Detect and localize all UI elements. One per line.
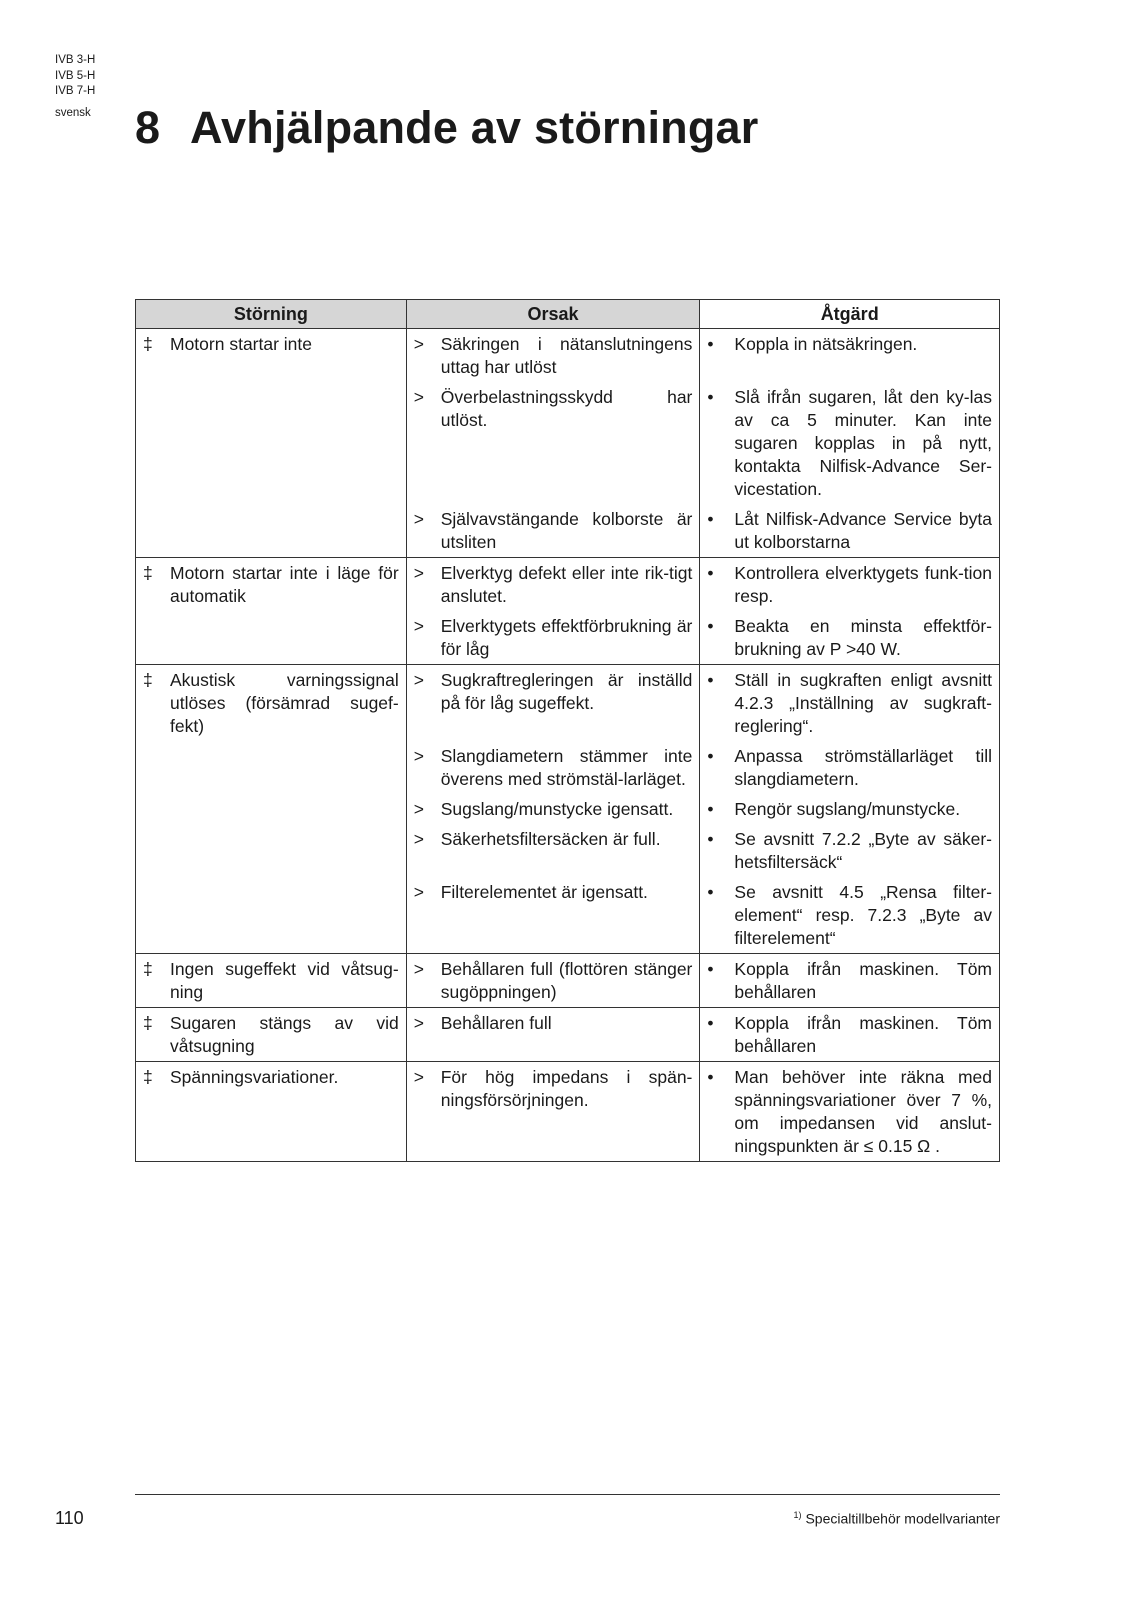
- fault-cell: [136, 558, 407, 665]
- item-marker: •: [707, 829, 714, 849]
- cause-cell: [406, 954, 700, 1008]
- action-cell: [700, 1062, 1000, 1162]
- item-marker: >: [413, 1013, 424, 1033]
- cause-cell: [406, 504, 700, 558]
- footnote-text: Specialtillbehör modellvarianter: [805, 1510, 1000, 1527]
- item-marker: ‡: [143, 334, 153, 354]
- item-marker: >: [413, 387, 424, 407]
- item-text: Slangdiametern stämmer inte överens med strömstäl-larläget.: [440, 746, 693, 789]
- page-number: 110: [55, 1508, 84, 1528]
- item-marker: •: [707, 670, 714, 690]
- item-marker: >: [413, 334, 424, 354]
- model-label: IVB 7-H: [55, 85, 96, 97]
- item-marker: •: [707, 882, 714, 902]
- list-item: [143, 333, 399, 356]
- cause-cell: [406, 1008, 700, 1062]
- list-item: [707, 798, 992, 821]
- item-text: Säkringen i nätanslutningens uttag har utlöst: [440, 334, 693, 377]
- item-marker: ‡: [143, 959, 153, 979]
- footnote: [794, 1510, 1000, 1527]
- item-text: Sugkraftregleringen är inställd på för låg sugeffekt.: [440, 670, 693, 713]
- item-text: Säkerhetsfiltersäcken är full.: [440, 829, 661, 849]
- list-item: [414, 798, 693, 821]
- cause-cell: [406, 741, 700, 794]
- cause-cell: [406, 611, 700, 665]
- item-text: Behållaren full: [440, 1013, 552, 1033]
- item-text: Man behöver inte räkna med spänningsvariationer över 7 %, om impedansen vid anslut-ningspunkten är ≤ 0.15 Ω .: [734, 1067, 992, 1156]
- item-marker: ‡: [143, 1067, 153, 1087]
- list-item: [143, 958, 399, 1004]
- item-text: Motorn startar inte: [170, 334, 312, 354]
- item-marker: >: [413, 799, 424, 819]
- item-text: Låt Nilfisk-Advance Service byta ut kolborstarna: [734, 509, 992, 552]
- fault-cell: [136, 665, 407, 954]
- action-cell: [700, 1008, 1000, 1062]
- item-text: Anpassa strömställarläget till slangdiametern.: [734, 746, 992, 789]
- action-cell: [700, 877, 1000, 954]
- action-cell: [700, 954, 1000, 1008]
- action-cell: [700, 794, 1000, 824]
- item-marker: •: [707, 387, 714, 407]
- list-item: [414, 828, 693, 851]
- item-text: Spänningsvariationer.: [170, 1067, 339, 1087]
- item-text: Sugaren stängs av vid våtsugning: [170, 1013, 399, 1056]
- item-marker: •: [707, 509, 714, 529]
- model-label: IVB 5-H: [55, 69, 96, 82]
- language-label: svensk: [55, 107, 91, 119]
- item-marker: >: [413, 509, 424, 529]
- cause-cell: [406, 824, 700, 877]
- item-text: Beakta en minsta effektför-brukning av P >40 W.: [734, 616, 992, 659]
- cause-cell: [406, 794, 700, 824]
- list-item: [707, 828, 992, 874]
- table-body: [136, 329, 1000, 1162]
- table-header-row: [136, 300, 1000, 329]
- cause-cell: [406, 382, 700, 504]
- list-item: [707, 958, 992, 1004]
- item-text: Motorn startar inte i läge för automatik: [170, 563, 399, 606]
- action-cell: [700, 665, 1000, 742]
- item-text: Överbelastningsskydd har utlöst.: [440, 387, 693, 430]
- list-item: [414, 562, 693, 608]
- item-marker: •: [707, 334, 714, 354]
- footer-divider: [135, 1494, 1000, 1495]
- list-item: [414, 615, 693, 661]
- cause-cell: [406, 877, 700, 954]
- fault-cell: [136, 954, 407, 1008]
- chapter-title: Avhjälpande av störningar: [190, 102, 759, 153]
- item-marker: ‡: [143, 670, 153, 690]
- action-cell: [700, 741, 1000, 794]
- cause-cell: [406, 558, 700, 612]
- list-item: [707, 881, 992, 950]
- item-text: Sugslang/munstycke igensatt.: [440, 799, 674, 819]
- item-text: För hög impedans i spän-ningsförsörjningen.: [440, 1067, 693, 1110]
- item-marker: >: [413, 670, 424, 690]
- cause-cell: [406, 665, 700, 742]
- table-row: [136, 954, 1000, 1008]
- item-text: Elverktygets effektförbrukning är för låg: [440, 616, 693, 659]
- item-marker: •: [707, 616, 714, 636]
- list-item: [707, 1012, 992, 1058]
- item-marker: •: [707, 1013, 714, 1033]
- item-text: Filterelementet är igensatt.: [440, 882, 648, 902]
- list-item: [707, 386, 992, 501]
- table-row: [136, 558, 1000, 612]
- column-header-action: Åtgärd: [700, 300, 1000, 329]
- list-item: [143, 1066, 399, 1089]
- item-text: Självavstängande kolborste är utsliten: [440, 509, 693, 552]
- model-list: [55, 53, 95, 100]
- list-item: [414, 386, 693, 432]
- chapter-number: 8: [135, 102, 161, 153]
- footnote-mark: 1): [793, 1510, 802, 1520]
- action-cell: [700, 504, 1000, 558]
- list-item: [143, 562, 399, 608]
- cause-cell: [406, 1062, 700, 1162]
- item-marker: >: [413, 959, 424, 979]
- table-row: [136, 1062, 1000, 1162]
- list-item: [414, 881, 693, 904]
- table-row: [136, 1008, 1000, 1062]
- column-header-cause: Orsak: [406, 300, 700, 329]
- list-item: [414, 508, 693, 554]
- item-marker: •: [707, 959, 714, 979]
- cause-cell: [406, 329, 700, 383]
- item-marker: •: [707, 799, 714, 819]
- item-text: Se avsnitt 4.5 „Rensa filter-element“ resp. 7.2.3 „Byte av filterelement“: [734, 882, 992, 948]
- item-text: Koppla in nätsäkringen.: [734, 334, 918, 354]
- fault-cell: [136, 1062, 407, 1162]
- list-item: [143, 1012, 399, 1058]
- item-marker: •: [707, 1067, 714, 1087]
- item-marker: >: [413, 616, 424, 636]
- table-row: [136, 329, 1000, 383]
- action-cell: [700, 382, 1000, 504]
- item-text: Koppla ifrån maskinen. Töm behållaren: [734, 1013, 992, 1056]
- list-item: [414, 958, 693, 1004]
- action-cell: [700, 329, 1000, 383]
- item-marker: •: [707, 746, 714, 766]
- item-marker: >: [413, 1067, 424, 1087]
- item-marker: >: [413, 829, 424, 849]
- item-text: Se avsnitt 7.2.2 „Byte av säker-hetsfiltersäck“: [734, 829, 992, 872]
- column-header-fault: Störning: [136, 300, 407, 329]
- list-item: [707, 508, 992, 554]
- item-marker: >: [413, 882, 424, 902]
- list-item: [707, 669, 992, 738]
- list-item: [414, 1012, 693, 1035]
- list-item: [414, 669, 693, 715]
- item-text: Behållaren full (flottören stänger sugöppningen): [440, 959, 693, 1002]
- item-text: Elverktyg defekt eller inte rik-tigt anslutet.: [440, 563, 693, 606]
- action-cell: [700, 558, 1000, 612]
- item-marker: •: [707, 563, 714, 583]
- list-item: [414, 333, 693, 379]
- list-item: [414, 1066, 693, 1112]
- item-text: Slå ifrån sugaren, låt den ky-las av ca 5 minuter. Kan inte sugaren kopplas in på nytt, kontakta Nilfisk-Advance Ser-vicestation.: [734, 387, 992, 499]
- fault-cell: [136, 329, 407, 558]
- model-label: IVB 3-H: [55, 54, 96, 66]
- item-text: Akustisk varningssignal utlöses (försämrad sugef-fekt): [170, 670, 399, 736]
- item-text: Kontrollera elverktygets funk-tion resp.: [734, 563, 992, 606]
- list-item: [707, 615, 992, 661]
- list-item: [707, 333, 992, 356]
- list-item: [707, 562, 992, 608]
- item-text: Ingen sugeffekt vid våtsug-ning: [170, 959, 399, 1002]
- item-marker: >: [413, 746, 424, 766]
- item-marker: >: [413, 563, 424, 583]
- item-text: Koppla ifrån maskinen. Töm behållaren: [734, 959, 992, 1002]
- table-row: [136, 665, 1000, 742]
- item-text: Rengör sugslang/munstycke.: [734, 799, 961, 819]
- action-cell: [700, 824, 1000, 877]
- item-marker: ‡: [143, 563, 153, 583]
- item-text: Ställ in sugkraften enligt avsnitt 4.2.3 „Inställning av sugkraft-reglering“.: [734, 670, 992, 736]
- troubleshooting-table: [135, 299, 1000, 1162]
- page-title: [135, 98, 758, 158]
- list-item: [414, 745, 693, 791]
- item-marker: ‡: [143, 1013, 153, 1033]
- action-cell: [700, 611, 1000, 665]
- list-item: [707, 745, 992, 791]
- fault-cell: [136, 1008, 407, 1062]
- list-item: [143, 669, 399, 738]
- list-item: [707, 1066, 992, 1158]
